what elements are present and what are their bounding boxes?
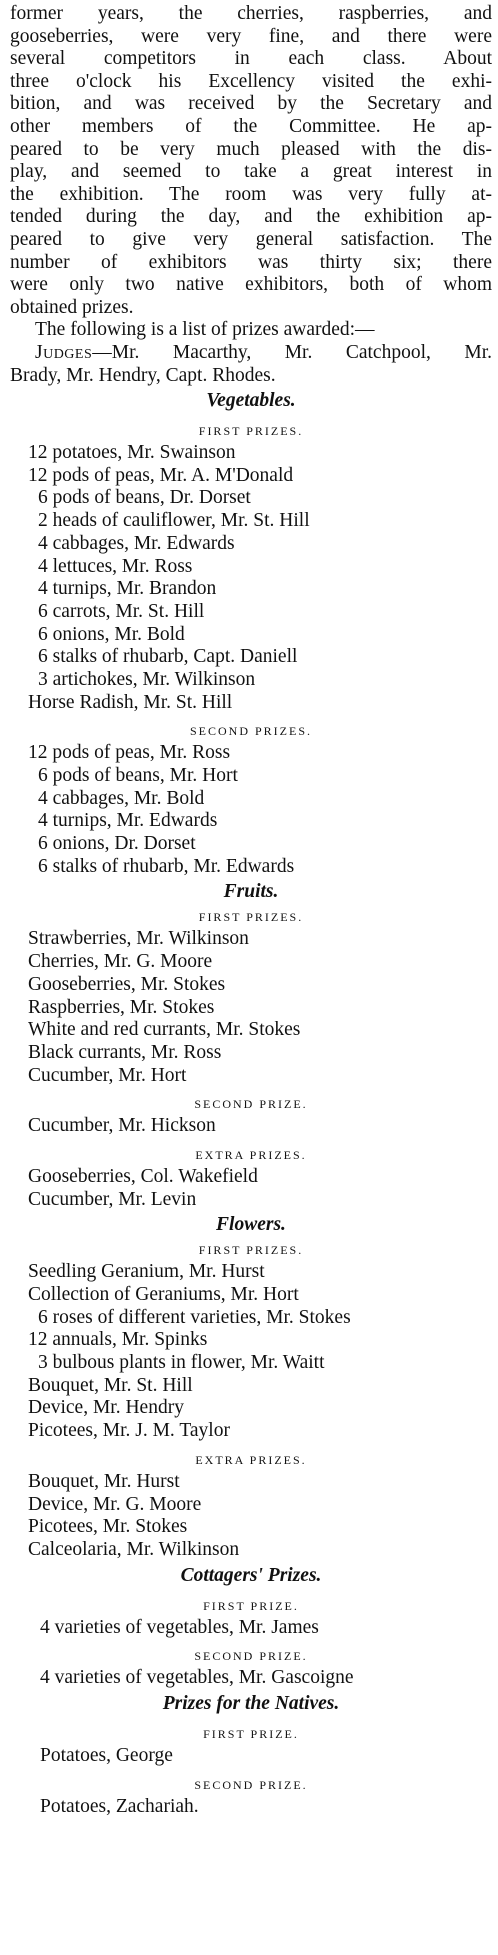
intro-line: peared to give very general satisfaction. The xyxy=(10,228,492,250)
prize-entry: Device, Mr. G. Moore xyxy=(28,1493,202,1515)
cottagers-second-heading: SECOND PRIZE. xyxy=(194,1649,308,1664)
flowers-extra-list xyxy=(10,1471,492,1562)
vegetables-second-heading: SECOND PRIZES. xyxy=(189,724,312,739)
prize-entry: Cucumber, Mr. Levin xyxy=(28,1188,197,1210)
prize-entry: Collection of Geraniums, Mr. Hort xyxy=(28,1284,299,1306)
cottagers-first-heading: FIRST PRIZE. xyxy=(203,1598,299,1613)
intro-line: obtained prizes. xyxy=(10,296,134,318)
prize-entry: 3 bulbous plants in flower, Mr. Waitt xyxy=(38,1352,325,1374)
judges-label: Judges xyxy=(35,341,93,363)
prize-entry: 6 pods of beans, Dr. Dorset xyxy=(38,487,251,509)
natives-second-heading: SECOND PRIZE. xyxy=(194,1777,308,1792)
prize-entry: Cherries, Mr. G. Moore xyxy=(28,951,213,973)
flowers-first-list xyxy=(10,1261,492,1443)
fruits-second-heading: SECOND PRIZE. xyxy=(194,1097,308,1112)
section-title-cottagers: Cottagers' Prizes. xyxy=(180,1564,322,1586)
prize-entry: Device, Mr. Hendry xyxy=(28,1397,184,1419)
natives-second-list xyxy=(10,1796,492,1819)
prize-entry: 12 pods of peas, Mr. A. M'Donald xyxy=(28,464,294,486)
prize-entry: Calceolaria, Mr. Wilkinson xyxy=(28,1538,240,1560)
intro-line: were only two native exhibitors, both of whom xyxy=(10,274,492,296)
prize-entry: 12 pods of peas, Mr. Ross xyxy=(28,742,231,764)
fruits-extra-heading: EXTRA PRIZES. xyxy=(195,1147,307,1162)
prize-entry: Horse Radish, Mr. St. Hill xyxy=(28,691,233,713)
prize-entry: 2 heads of cauliflower, Mr. St. Hill xyxy=(38,510,310,532)
prize-entry: 6 roses of different varieties, Mr. Stokes xyxy=(38,1306,351,1328)
intro-line: gooseberries, were very fine, and there were xyxy=(10,25,492,47)
prize-entry: Gooseberries, Col. Wakefield xyxy=(28,1165,258,1187)
prize-entry: 3 artichokes, Mr. Wilkinson xyxy=(38,668,256,690)
section-title-flowers: Flowers. xyxy=(216,1214,286,1236)
section-title-fruits: Fruits. xyxy=(223,881,279,903)
vegetables-first-list xyxy=(10,442,492,714)
intro-paragraph xyxy=(10,3,492,319)
prize-entry: Gooseberries, Mr. Stokes xyxy=(28,973,226,995)
intro-line: bition, and was received by the Secretary and xyxy=(10,93,492,115)
judges-line-1 xyxy=(10,342,492,365)
intro-line: play, and seemed to take a great interest in xyxy=(10,161,492,183)
vegetables-first-heading: FIRST PRIZES. xyxy=(198,424,304,439)
fruits-second-list xyxy=(10,1115,492,1138)
prize-entry: Raspberries, Mr. Stokes xyxy=(28,996,215,1018)
cottagers-first-list xyxy=(10,1617,492,1640)
section-title-vegetables: Vegetables. xyxy=(206,390,296,412)
prize-entry: Seedling Geranium, Mr. Hurst xyxy=(28,1261,265,1283)
fruits-first-heading: FIRST PRIZES. xyxy=(198,910,304,925)
prize-entry: 4 varieties of vegetables, Mr. James xyxy=(40,1616,319,1638)
intro-line: several competitors in each class. About xyxy=(10,48,492,70)
intro-line: tended during the day, and the exhibition ap- xyxy=(10,206,492,228)
prize-entry: Bouquet, Mr. St. Hill xyxy=(28,1374,193,1396)
vegetables-second-list xyxy=(10,742,492,878)
prize-entry: Picotees, Mr. J. M. Taylor xyxy=(28,1420,230,1442)
intro-line: the exhibition. The room was very fully at- xyxy=(10,183,492,205)
prize-entry: 6 stalks of rhubarb, Mr. Edwards xyxy=(38,855,295,877)
prize-entry: 4 cabbages, Mr. Edwards xyxy=(38,532,235,554)
prize-entry: 6 stalks of rhubarb, Capt. Daniell xyxy=(38,646,298,668)
prize-entry: 12 annuals, Mr. Spinks xyxy=(28,1329,208,1351)
fruits-first-list xyxy=(10,928,492,1087)
prize-entry: Potatoes, Zachariah. xyxy=(40,1795,199,1817)
flowers-first-heading: FIRST PRIZES. xyxy=(198,1243,304,1258)
list-intro: The following is a list of prizes awarded:— xyxy=(35,319,375,341)
prize-entry: 4 turnips, Mr. Edwards xyxy=(38,810,218,832)
prize-entry: Cucumber, Mr. Hort xyxy=(28,1064,187,1086)
prize-entry: 6 carrots, Mr. St. Hill xyxy=(38,600,205,622)
prize-entry: 4 turnips, Mr. Brandon xyxy=(38,578,217,600)
natives-first-list xyxy=(10,1745,492,1768)
judges-names-1: —Mr. Macarthy, Mr. Catchpool, Mr. xyxy=(92,341,492,363)
prize-entry: Bouquet, Mr. Hurst xyxy=(28,1470,180,1492)
prize-entry: Cucumber, Mr. Hickson xyxy=(28,1115,216,1137)
prize-entry: White and red currants, Mr. Stokes xyxy=(28,1019,301,1041)
intro-line: three o'clock his Excellency visited the exhi- xyxy=(10,70,492,92)
flowers-extra-heading: EXTRA PRIZES. xyxy=(195,1452,307,1467)
prize-entry: Strawberries, Mr. Wilkinson xyxy=(28,928,249,950)
prize-entry: Black currants, Mr. Ross xyxy=(28,1041,222,1063)
prize-entry: 4 cabbages, Mr. Bold xyxy=(38,787,205,809)
natives-first-heading: FIRST PRIZE. xyxy=(203,1726,299,1741)
fruits-extra-list xyxy=(10,1166,492,1211)
intro-line: peared to be very much pleased with the dis- xyxy=(10,138,492,160)
judges-line-2: Brady, Mr. Hendry, Capt. Rhodes. xyxy=(10,364,276,386)
prize-entry: 6 onions, Dr. Dorset xyxy=(38,833,196,855)
intro-line: former years, the cherries, raspberries, and xyxy=(10,3,492,24)
intro-line: other members of the Committee. He ap- xyxy=(10,115,492,137)
prize-entry: 4 varieties of vegetables, Mr. Gascoigne xyxy=(40,1667,354,1689)
prize-entry: 4 lettuces, Mr. Ross xyxy=(38,555,193,577)
section-title-natives: Prizes for the Natives. xyxy=(162,1692,340,1714)
prize-entry: 12 potatoes, Mr. Swainson xyxy=(28,442,236,464)
prize-entry: Picotees, Mr. Stokes xyxy=(28,1516,188,1538)
prize-entry: 6 pods of beans, Mr. Hort xyxy=(38,765,238,787)
prize-entry: Potatoes, George xyxy=(40,1744,173,1766)
cottagers-second-list xyxy=(10,1667,492,1690)
prize-entry: 6 onions, Mr. Bold xyxy=(38,623,185,645)
intro-line: number of exhibitors was thirty six; there xyxy=(10,251,492,273)
